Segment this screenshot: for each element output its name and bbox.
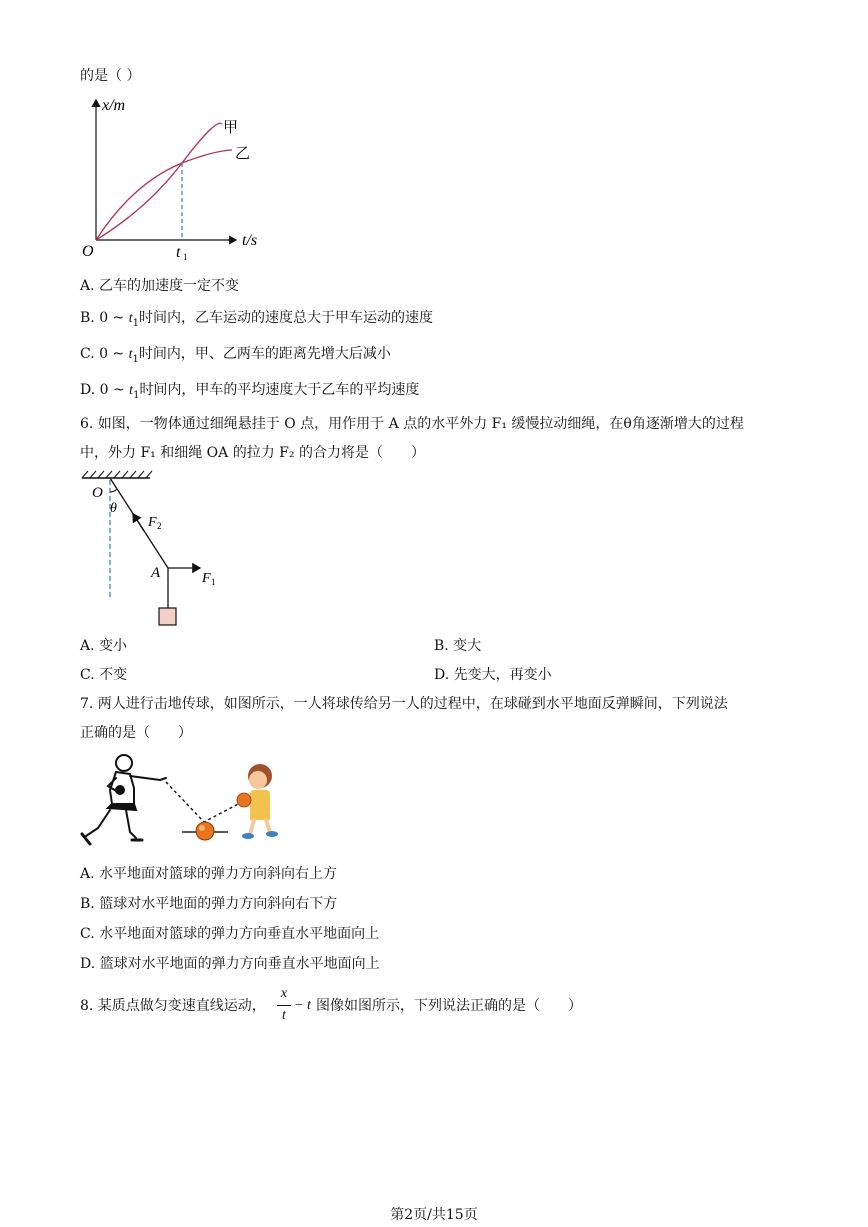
q6-f2-arrow [133,514,144,531]
q5-x-axis-label: t/s [242,232,258,249]
q7-stem-line1: 7. 两人进行击地传球，如图所示，一人将球传给另一人的过程中，在球碰到水平地面反弹瞬间，下列说法 [80,696,728,712]
q6-label-theta: θ [110,501,117,516]
page-footer: 第2页/共15页 [390,1207,478,1223]
q6-rope-figure [78,470,228,630]
q6-label-o: O [92,485,103,501]
q6-label-f2: F [148,515,157,530]
q7-ball-path-dotted [166,782,242,822]
q8-stem-prefix: 8. 某质点做匀变速直线运动， [80,998,266,1014]
q7-option-d: D. 篮球对水平地面的弹力方向垂直水平地面向上 [80,956,380,972]
q6-ceiling-hatch [82,471,152,478]
q5-option-d-t: t [129,383,134,398]
q8-fraction-denominator: t [282,1008,286,1023]
q8-fraction-bar [277,1005,291,1006]
q5-option-a: A. 乙车的加速度一定不变 [80,278,240,294]
q5-option-c-suffix: 时间内，甲、乙两车的距离先增大后减小 [138,346,391,362]
q6-label-f1-sub: 1 [211,577,216,587]
q5-xt-graph [78,88,278,260]
q5-option-c [80,344,391,370]
q5-curve-jia-label: 甲 [223,120,239,136]
q5-option-d-suffix: 时间内，甲车的平均速度大于乙车的平均速度 [139,382,420,398]
q5-option-b-suffix: 时间内，乙车运动的速度总大于甲车运动的速度 [139,310,433,326]
q7-stem-line2: 正确的是（ ） [80,725,192,741]
q6-option-b: B. 变大 [434,638,482,654]
q5-origin-label: O [82,243,94,260]
q5-option-c-prefix: C. 0 ~ [80,346,129,362]
q8-minus-t: − t [294,998,311,1013]
q5-option-c-t: t [128,347,133,362]
q5-y-axis-label: x/m [102,97,126,114]
q5-t1-label: t [176,244,181,261]
q6-stem-line1: 6. 如图，一物体通过细绳悬挂于 O 点，用作用于 A 点的水平外力 F₁ 缓慢拉动细绳，在θ角逐渐增大的过程 [80,416,744,432]
q5-option-b-sub: 1 [132,317,139,329]
q5-option-b [80,308,433,334]
q6-option-c: C. 不变 [80,667,128,683]
q6-label-f1: F [202,571,211,586]
q7-passer-figure [82,755,166,844]
q7-bounce-pass-figure [76,752,282,856]
q8-stem-suffix: 图像如图所示，下列说法正确的是（ ） [316,998,582,1014]
q5-option-c-sub: 1 [132,353,139,365]
q7-option-c: C. 水平地面对篮球的弹力方向垂直水平地面向上 [80,926,380,942]
q6-label-a: A [151,565,161,581]
q5-curve-jia [96,123,222,240]
q6-stem-line2: 中，外力 F₁ 和细绳 OA 的拉力 F₂ 的合力将是（ ） [80,445,425,461]
q7-option-a: A. 水平地面对篮球的弹力方向斜向右上方 [80,866,338,882]
q7-ball-highlight [199,825,205,831]
q8-fraction-numerator: x [280,986,288,1001]
q7-receiver-figure [237,764,278,839]
q5-option-d-prefix: D. 0 ~ [80,382,130,398]
q5-curve-yi-label: 乙 [235,146,251,162]
q5-stem-tail: 的是（ ） [80,68,141,84]
q6-label-f2-sub: 2 [157,521,162,531]
q5-t1-sub: 1 [183,252,188,262]
q6-option-a: A. 变小 [80,638,128,654]
q6-block [159,608,176,625]
q6-option-d: D. 先变大，再变小 [434,667,552,683]
q5-option-b-t: t [128,311,133,326]
q6-theta-arc [110,489,117,492]
q7-ball [196,822,214,840]
q7-option-b: B. 篮球对水平地面的弹力方向斜向右下方 [80,896,338,912]
q5-option-d-sub: 1 [133,389,140,401]
q5-option-b-prefix: B. 0 ~ [80,310,129,326]
q5-option-d [80,380,419,406]
